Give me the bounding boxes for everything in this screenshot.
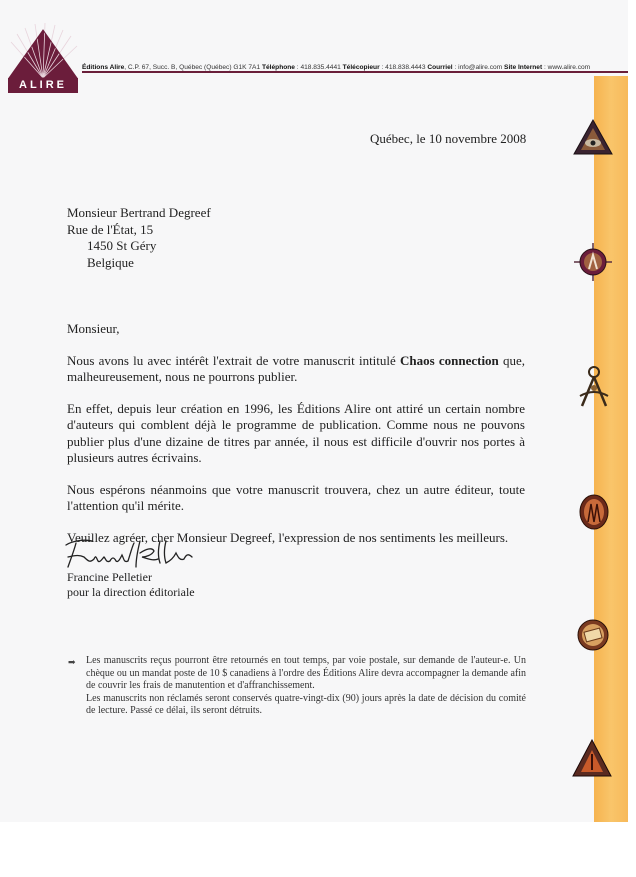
scan-margin-bottom [0, 822, 636, 877]
recipient-city: 1450 St Géry [87, 238, 157, 253]
letterhead-contact-line [82, 64, 627, 71]
recipient-name: Monsieur Bertrand Degreef [67, 205, 211, 220]
paragraph-1 [67, 353, 525, 386]
footnote-arrow-icon: ➡ [68, 657, 76, 667]
header-rule [82, 71, 628, 73]
crosshair-figure-emblem-icon [574, 243, 612, 286]
web-label: Site Internet [504, 64, 543, 71]
paragraph-3: Nous espérons néanmoins que votre manuscrit trouvera, chez un autre éditeur, toute l'attention qu'il mérite. [67, 481, 525, 513]
oval-figures-emblem-icon [578, 494, 610, 535]
footnote-retention-policy: Les manuscrits non réclamés seront conservés quatre-vingt-dix (90) jours après la date de décision du comité de lecture. Passé ce délai, ils seront détruits. [86, 692, 526, 717]
phone-number: : 418.835.4441 [294, 64, 341, 71]
closing-formula: Veuillez agréer, cher Monsieur Degreef, l'expression de nos sentiments les meilleurs. [67, 529, 509, 545]
scan-margin-right [628, 0, 636, 877]
footnote-return-policy: Les manuscrits reçus pourront être retournés en tout temps, par voie postale, sur demande de l'auteur-e. Un chèque ou un mandat poste de 10 $ canadiens à l'ordre des Éditions Alire devra accompagner la demande afin de couvrir les frais de manutention et d'affranchissement. [86, 655, 526, 692]
publisher-name: Éditions Alire [82, 64, 125, 71]
fax-label: Télécopieur [342, 64, 380, 71]
phone-label: Téléphone [261, 64, 295, 71]
compass-emblem-icon [576, 364, 612, 415]
handwritten-signature [62, 535, 202, 571]
footnote [86, 655, 526, 718]
triangle-figure-emblem-icon [571, 738, 613, 785]
paragraph-2: En effet, depuis leur création en 1996, les Éditions Alire ont attiré un certain nombre d'auteurs qui comblent déjà le programme de publication. Comme nous ne pouvons publier plus d'une dizaine de titres par année, il nous est difficile d'ouvrir nos portes à plusieurs autres écrivains. [67, 400, 525, 465]
recipient-street: Rue de l'État, 15 [67, 221, 154, 237]
signer-name: Francine Pelletier [67, 570, 152, 584]
manuscript-title: Chaos connection [399, 352, 499, 368]
letter-body [67, 321, 525, 561]
signer-role: pour la direction éditoriale [67, 585, 195, 599]
fax-number: : 418.838.4443 [379, 64, 426, 71]
logo-rays-icon [5, 22, 81, 82]
recipient-country: Belgique [87, 254, 134, 270]
scroll-emblem-icon [576, 618, 610, 657]
paragraph-1-end: que, malheureusement, nous ne pourrons publier. [67, 352, 526, 384]
email-label: Courriel [427, 64, 453, 71]
publisher-address: , C.P. 67, Succ. B, Québec (Québec) G1K 7A1 [124, 64, 261, 71]
paragraph-1-start: Nous avons lu avec intérêt l'extrait de votre manuscrit intitulé [67, 352, 400, 368]
signer-block [67, 570, 195, 600]
recipient-address [67, 205, 211, 271]
orange-side-band [594, 76, 628, 822]
salutation: Monsieur, [67, 321, 120, 336]
logo-wordmark: ALIRE [8, 78, 78, 93]
triangle-eye-emblem-icon [572, 118, 614, 163]
web-address: : www.alire.com [542, 64, 591, 71]
letter-date: Québec, le 10 novembre 2008 [370, 131, 527, 146]
email-address: : info@alire.com [452, 64, 503, 71]
